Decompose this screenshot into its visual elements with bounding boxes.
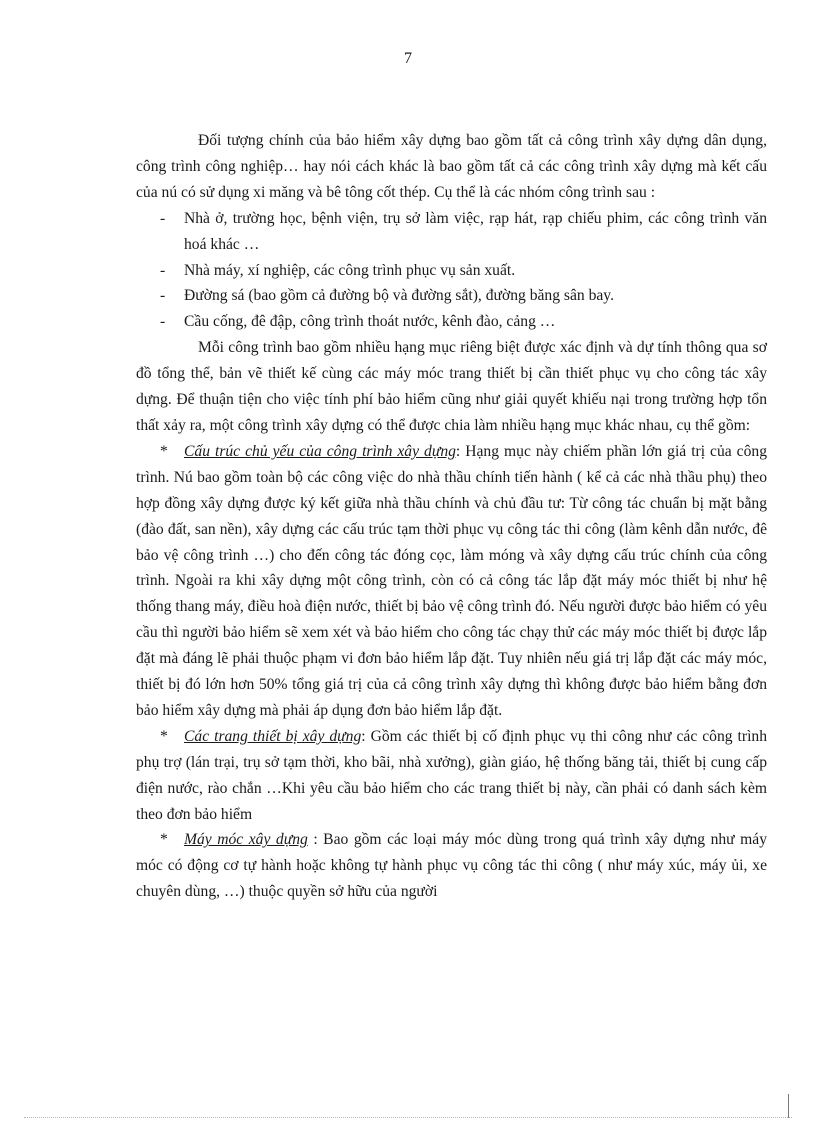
intro-paragraph: Đối tượng chính của bảo hiểm xây dựng bao gồm tất cả công trình xây dựng dân dụng, công trình công nghiệp… hay nói cách khác là bao gồm tất cả các công trình xây dựng mà kết cấu của nú có sử dụng xi măng và bê tông cốt thép. Cụ thể là các nhóm công trình sau : [136,132,767,201]
list-item [136,258,767,284]
document-body [136,128,767,905]
category-body: : Gồm các thiết bị cố định phục vụ thi công như các công trình phụ trợ (lán trại, trụ sở tạm thời, kho bãi, nhà xưởng), giàn giáo, hệ thống băng tải, thiết bị cung cấp điện nước, rào chắn …Khi yêu cầu bảo hiểm cho các trang thiết bị này, cần phải có danh sách kèm theo đơn bảo hiểm [136,727,767,823]
category-item [136,439,767,724]
list-item [136,206,767,258]
asterisk-marker: * [160,831,168,849]
dash-marker: - [160,209,166,227]
list-item [136,283,767,309]
page-number: 7 [404,50,412,67]
category-body: : Hạng mục này chiếm phần lớn giá trị của công trình. Nú bao gồm toàn bộ các công việc do nhà thầu chính tiến hành ( kể cả các nhà thầu phụ) theo hợp đồng xây dựng được ký kết giữa nhà thầu chính và chủ đầu tư: Từ công tác chuẩn bị mặt bằng (đào đất, san nền), xây dựng các cấu trúc tạm thời phục vụ công tác thi công (làm kênh dẫn nước, đê bảo vệ công trình …) cho đến công tác đóng cọc, làm móng và xây dựng cấu trúc chính của công trình. Ngoài ra khi xây dựng một công trình, còn có cả công tác lắp đặt máy móc thiết bị như hệ thống thang máy, điều hoà điện nước, thiết bị bảo vệ công trình đó. Nếu người được bảo hiểm có yêu cầu thì người bảo hiểm sẽ xem xét và bảo hiểm cho công tác chạy thử các máy móc thiết bị được lắp đặt mà đáng lẽ phải thuộc phạm vi đơn bảo hiểm lắp đặt. Tuy nhiên nếu giá trị lắp đặt các máy móc, thiết bị đó lớn hơn 50% tổng giá trị của cả công trình xây dựng thì không được bảo hiểm bằng đơn bảo hiểm xây dựng mà phải áp dụng đơn bảo hiểm lắp đặt. [136,442,767,719]
category-title: Các trang thiết bị xây dựng [184,727,362,745]
asterisk-marker: * [160,442,168,460]
list-item-text: Nhà máy, xí nghiệp, các công trình phục vụ sản xuất. [184,261,516,279]
category-title: Máy móc xây dựng [184,831,308,849]
category-title: Cấu trúc chủ yếu của công trình xây dựng [184,442,456,460]
list-item-text: Nhà ở, trường học, bệnh viện, trụ sở làm việc, rạp hát, rạp chiếu phim, các công trình văn hoá khác … [184,209,767,253]
list-item-text: Cầu cống, đê đập, công trình thoát nước, kênh đào, cảng … [184,313,556,331]
category-item [136,827,767,905]
category-item [136,724,767,828]
body-paragraph: Mỗi công trình bao gồm nhiều hạng mục riêng biệt được xác định và dự tính thông qua sơ đồ tổng thể, bản vẽ thiết kế cùng các máy móc trang thiết bị cần thiết phục vụ cho công tác xây dựng. Để thuận tiện cho việc tính phí bảo hiểm cũng như giải quyết khiếu nại trong trường hợp tổn thất xảy ra, một công trình xây dựng có thể được chia làm nhiều hạng mục khác nhau, cụ thể gồm: [136,339,767,434]
page-corner-mark [788,1094,789,1118]
category-body: : Bao gồm các loại máy móc dùng trong quá trình xây dựng như máy móc có động cơ tự hành hoặc không tự hành phục vụ công tác thi công ( như máy xúc, máy ủi, xe chuyên dùng, …) thuộc quyền sở hữu của người [136,831,767,901]
dash-marker: - [160,313,166,331]
list-item-text: Đường sá (bao gồm cả đường bộ và đường sắt), đường băng sân bay. [184,287,614,305]
asterisk-marker: * [160,727,168,745]
dash-marker: - [160,287,166,305]
page-bottom-rule [24,1117,792,1118]
dash-marker: - [160,261,166,279]
list-item [136,309,767,335]
